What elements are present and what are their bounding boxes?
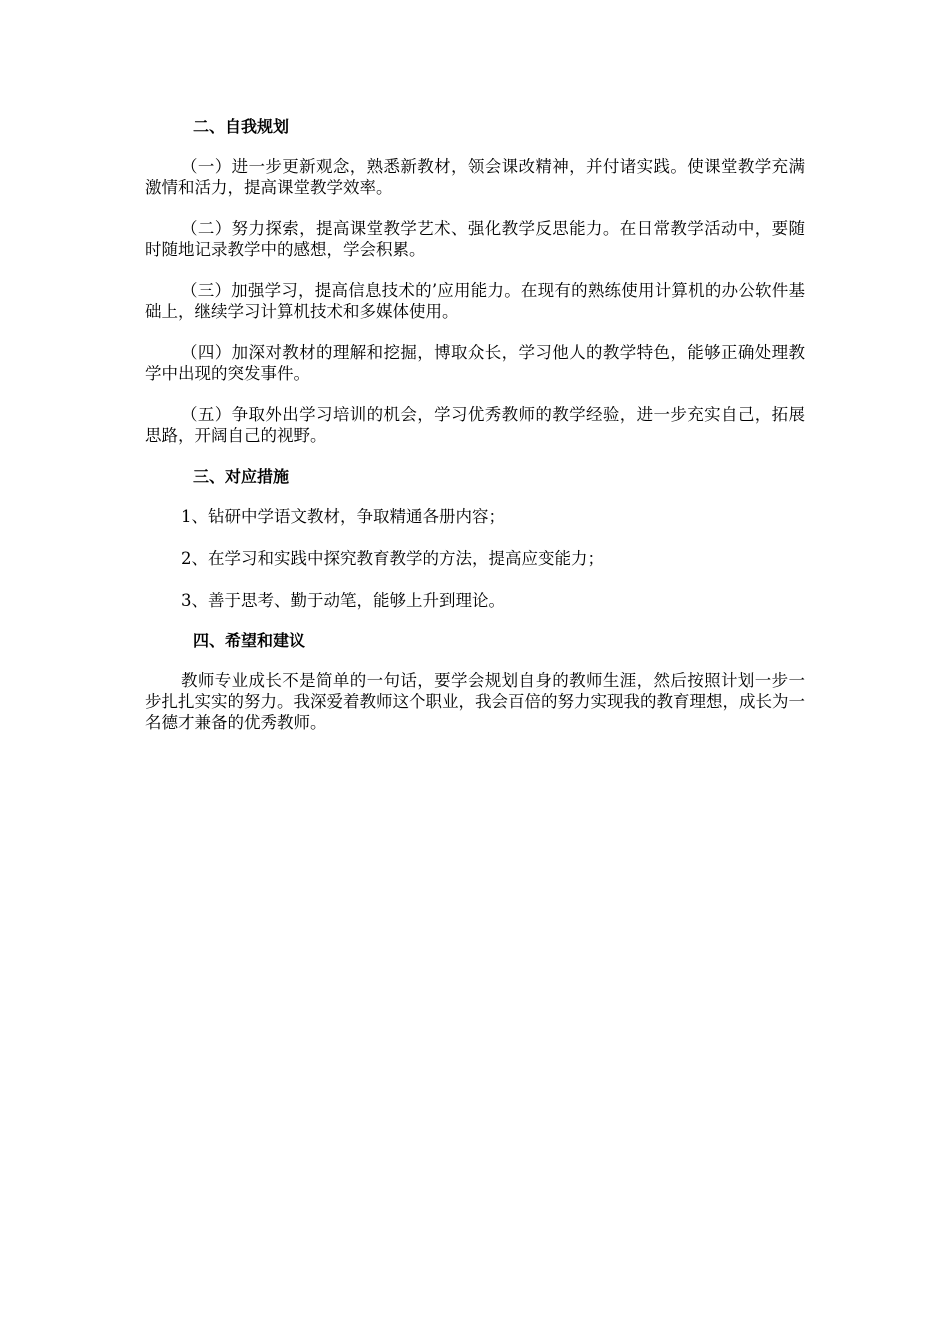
hopes-paragraph: 教师专业成长不是简单的一句话，要学会规划自身的教师生涯，然后按照计划一步一步扎扎实实的努力。我深爱着教师这个职业，我会百倍的努力实现我的教育理想，成长为一名德才兼备的优秀教师。 [145,671,805,732]
measure-item-1: 1、钻研中学语文教材，争取精通各册内容； [181,507,505,526]
section-heading-measures: 三、对应措施 [193,467,290,486]
section-heading-self-planning: 二、自我规划 [193,117,290,136]
document-body [145,116,805,733]
plan-paragraph-5: （五）争取外出学习培训的机会，学习优秀教师的教学经验，进一步充实自己，拓展思路，开阔自己的视野。 [145,405,805,445]
plan-paragraph-2: （二）努力探索，提高课堂教学艺术、强化教学反思能力。在日常教学活动中，要随时随地记录教学中的感想，学会积累。 [145,219,805,259]
plan-paragraph-4: （四）加深对教材的理解和挖掘，博取众长，学习他人的教学特色，能够正确处理教学中出现的突发事件。 [145,343,805,383]
measure-item-2: 2、在学习和实践中探究教育教学的方法，提高应变能力； [181,549,604,568]
section-heading-hopes: 四、希望和建议 [193,631,306,650]
plan-paragraph-1: （一）进一步更新观念，熟悉新教材，领会课改精神，并付诸实践。使课堂教学充满激情和活力，提高课堂教学效率。 [145,157,805,197]
measure-item-3: 3、善于思考、勤于动笔，能够上升到理论。 [181,591,505,610]
plan-paragraph-3: （三）加强学习，提高信息技术的’应用能力。在现有的熟练使用计算机的办公软件基础上，继续学习计算机技术和多媒体使用。 [145,281,805,321]
